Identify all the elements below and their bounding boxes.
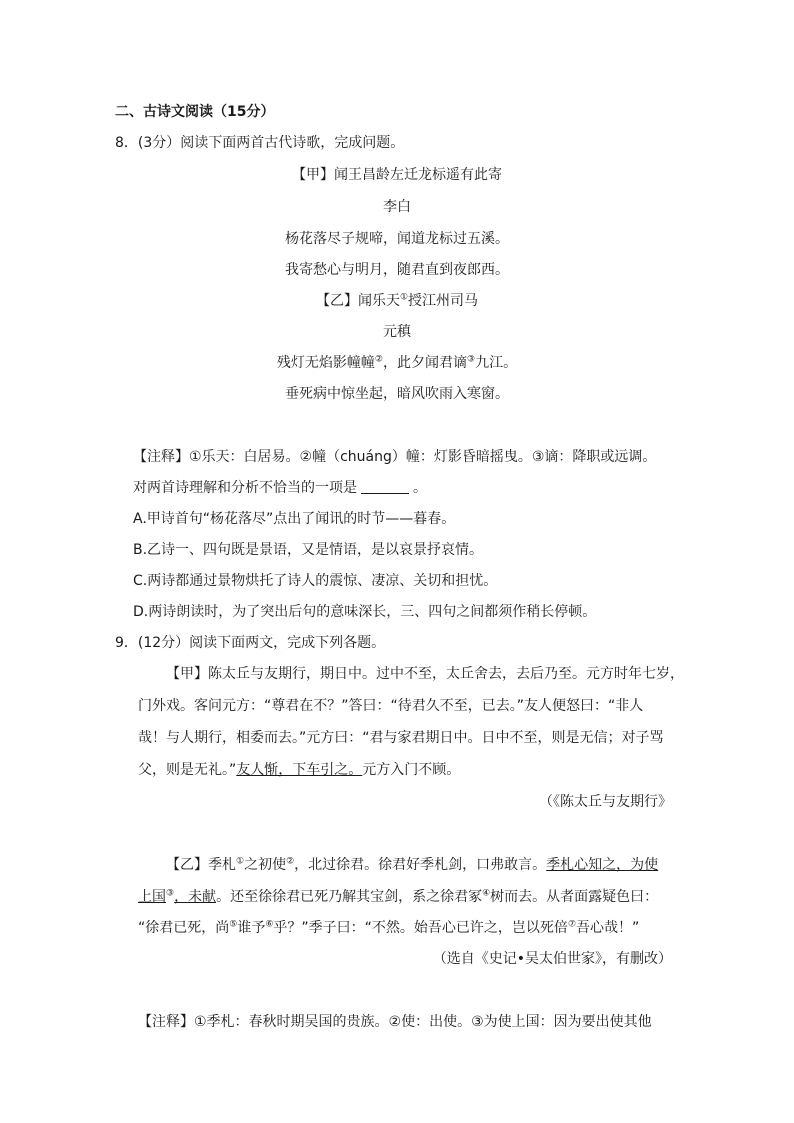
note-marker: ⑦ (567, 919, 577, 930)
question-8-stem: 8．(3分）阅读下面两首古代诗歌，完成问题。 (115, 135, 405, 151)
underlined-sentence: 上国 (138, 889, 166, 905)
passage-yi-line-2 (138, 887, 658, 907)
passage-text: 之初使 (244, 857, 287, 873)
option-a: A.甲诗首句“杨花落尽”点出了闻讯的时节——暮春。 (133, 511, 456, 527)
poem-2-line-1 (0, 353, 794, 373)
poem-1-line-1: 杨花落尽子规啼，闻道龙标过五溪。 (285, 231, 509, 247)
answer-blank[interactable] (361, 479, 409, 494)
passage-jia-line-2: 门外戏。客问元方：“尊君在不？”答曰：“待君久不至，已去。”友人便怒曰：“非人 (138, 698, 644, 714)
passage-text: 乎？”季子曰：“不然。始吾心已许之，岂以死倍 (273, 920, 568, 936)
passage-text: 树而去。从者面露疑色曰： (490, 889, 659, 905)
prompt-text: 。 (413, 480, 427, 496)
passage-text: 父，则是无礼。” (138, 762, 237, 778)
underlined-sentence: ，未献 (174, 889, 217, 905)
section-title: 二、古诗文阅读（15分） (115, 104, 275, 120)
passage-yi-line-1 (166, 855, 658, 875)
note-marker: ④ (482, 888, 491, 899)
underlined-sentence: 友人惭，下车引之。 (236, 762, 363, 778)
passage-text: 吾心哉！” (576, 920, 640, 936)
option-c: C.两诗都通过景物烘托了诗人的震惊、凄凉、关切和担忧。 (133, 573, 498, 589)
poem-1-line-2: 我寄愁心与明月，随君直到夜郎西。 (285, 262, 509, 278)
question-9-note: 【注释】①季札：春秋时期吴国的贵族。②使：出使。③为使上国：因为要出使其他 (138, 1014, 652, 1030)
poem-2-line-2: 垂死病中惊坐起，暗风吹雨入寒窗。 (285, 386, 509, 402)
question-8-note: 【注释】①乐天：白居易。②幢（chuáng）幢：灯影昏暗摇曳。③谪：降职或远调。 (133, 449, 657, 465)
note-marker: ① (236, 856, 245, 867)
poem-2-title-part: 【乙】闻乐天 (315, 293, 400, 309)
passage-text: ，北过徐君。徐君好季札剑，口弗敢言。 (294, 857, 547, 873)
passage-text: 【乙】季札 (166, 857, 236, 873)
passage-text: 元方入门不顾。 (362, 762, 461, 778)
note-marker: ⑥ (265, 919, 274, 930)
note-marker: ③ (166, 888, 175, 899)
poem-text: 残灯无焰影幢幢 (276, 355, 375, 371)
note-marker: ⑤ (229, 919, 238, 930)
poem-1-author: 李白 (383, 199, 411, 215)
passage-text: “徐君已死，尚 (138, 920, 230, 936)
note-marker: ① (399, 292, 409, 303)
note-marker: ③ (467, 354, 476, 365)
note-marker: ② (286, 856, 295, 867)
passage-jia-line-4 (138, 760, 460, 780)
poem-1-title: 【甲】闻王昌龄左迁龙标遥有此寄 (292, 167, 502, 183)
passage-jia-line-1: 【甲】陈太丘与友期行，期日中。过中不至，太丘舍去，去后乃至。元方时年七岁， (166, 666, 684, 682)
question-8-prompt (133, 478, 427, 498)
poem-2-title-part: 授江州司马 (408, 293, 479, 309)
passage-text: 。还至徐徐君已死乃解其宝剑，系之徐君冢 (216, 889, 483, 905)
prompt-text: 对两首诗理解和分析不恰当的一项是 (133, 480, 357, 496)
question-9-stem: 9．(12分）阅读下面两文，完成下列各题。 (115, 635, 386, 651)
passage-jia-source: （《陈太丘与友期行》 (539, 794, 672, 810)
poem-2-author: 元稹 (383, 324, 411, 340)
option-d: D.两诗朗读时，为了突出后句的意味深长，三、四句之间都须作稍长停顿。 (133, 604, 597, 620)
poem-2-title (0, 291, 794, 311)
passage-jia-line-3: 哉！与人期行，相委而去。”元方曰：“君与家君期日中。日中不至，则是无信；对子骂 (138, 730, 664, 746)
option-b: B.乙诗一、四句既是景语，又是情语，是以哀景抒哀情。 (133, 542, 484, 558)
poem-text: 九江。 (475, 355, 518, 371)
underlined-sentence: 季札心知之，为使 (546, 857, 659, 873)
poem-text: ，此夕闻君谪 (383, 355, 467, 371)
passage-text: 谁予 (237, 920, 266, 936)
passage-yi-source: （选自《史记•吴太伯世家》，有删改） (432, 951, 672, 967)
note-marker: ② (374, 354, 383, 365)
passage-yi-line-3 (138, 918, 639, 938)
